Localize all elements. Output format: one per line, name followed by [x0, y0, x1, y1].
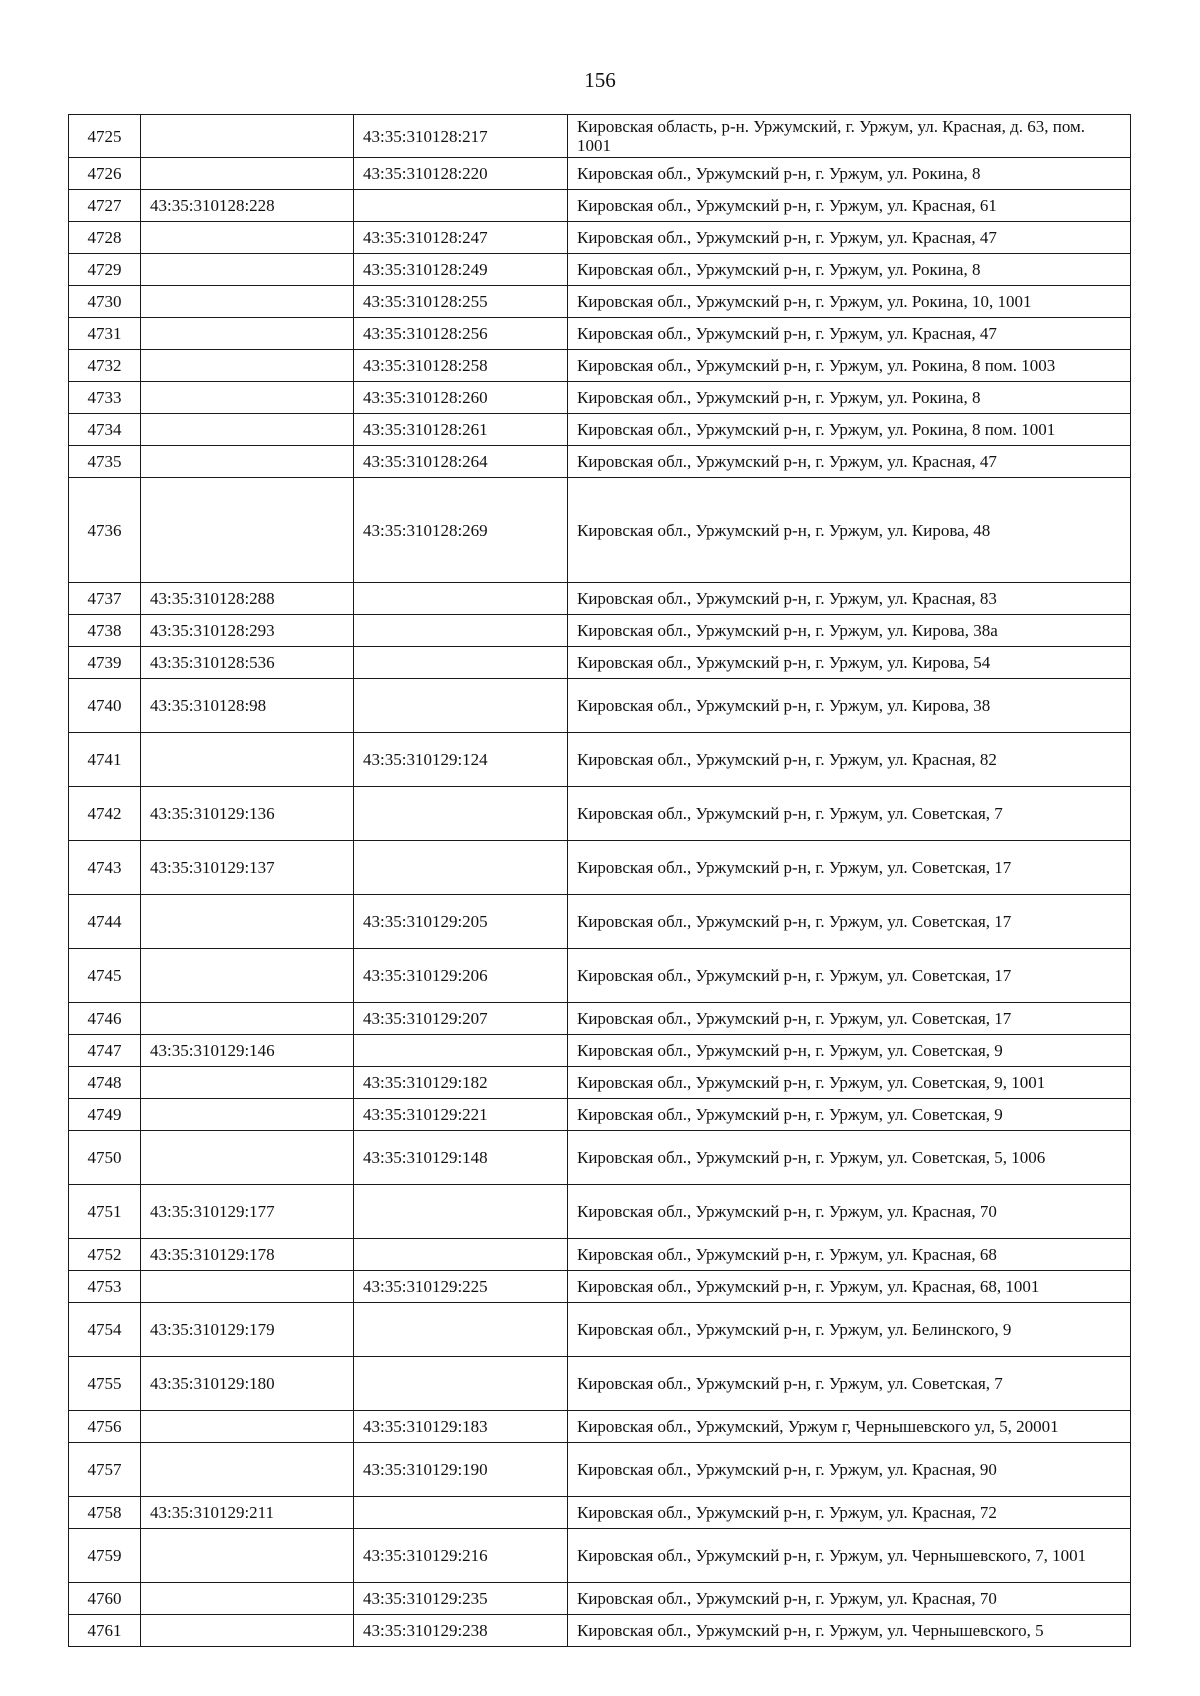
address-cell: Кировская обл., Уржумский р-н, г. Уржум, ул. Красная, 83: [568, 583, 1131, 615]
cadastral-number-alt-cell: [354, 190, 568, 222]
cadastral-number-alt-cell: [354, 679, 568, 733]
row-number-cell: 4761: [69, 1615, 141, 1647]
cadastral-number-alt-cell: [354, 615, 568, 647]
row-number-cell: 4755: [69, 1357, 141, 1411]
cadastral-number-alt-cell: 43:35:310129:216: [354, 1529, 568, 1583]
table-row: [69, 1529, 1131, 1583]
table-row: [69, 446, 1131, 478]
cadastral-number-alt-cell: 43:35:310128:217: [354, 115, 568, 158]
address-cell: Кировская обл., Уржумский р-н, г. Уржум, ул. Советская, 9: [568, 1035, 1131, 1067]
cadastral-number-alt-cell: 43:35:310129:205: [354, 895, 568, 949]
address-cell: Кировская обл., Уржумский р-н, г. Уржум, ул. Красная, 70: [568, 1583, 1131, 1615]
cadastral-number-alt-cell: [354, 1497, 568, 1529]
cadastral-number-cell: [141, 115, 354, 158]
address-cell: Кировская обл., Уржумский р-н, г. Уржум, ул. Советская, 9: [568, 1099, 1131, 1131]
row-number-cell: 4760: [69, 1583, 141, 1615]
cadastral-number-cell: 43:35:310129:178: [141, 1239, 354, 1271]
cadastral-number-cell: [141, 949, 354, 1003]
table-row: [69, 647, 1131, 679]
cadastral-number-cell: [141, 1615, 354, 1647]
row-number-cell: 4733: [69, 382, 141, 414]
address-cell: Кировская обл., Уржумский р-н, г. Уржум, ул. Красная, 68: [568, 1239, 1131, 1271]
table-row: [69, 895, 1131, 949]
address-cell: Кировская обл., Уржумский р-н, г. Уржум, ул. Рокина, 8: [568, 254, 1131, 286]
cadastral-number-cell: [141, 1131, 354, 1185]
row-number-cell: 4751: [69, 1185, 141, 1239]
row-number-cell: 4742: [69, 787, 141, 841]
table-body: [69, 115, 1131, 1647]
cadastral-number-alt-cell: 43:35:310129:148: [354, 1131, 568, 1185]
cadastral-number-alt-cell: 43:35:310128:247: [354, 222, 568, 254]
table-row: [69, 1003, 1131, 1035]
cadastral-number-alt-cell: [354, 647, 568, 679]
cadastral-number-alt-cell: 43:35:310129:207: [354, 1003, 568, 1035]
cadastral-number-cell: [141, 158, 354, 190]
cadastral-number-alt-cell: 43:35:310128:255: [354, 286, 568, 318]
cadastral-number-cell: 43:35:310129:136: [141, 787, 354, 841]
table-row: [69, 1615, 1131, 1647]
cadastral-number-cell: 43:35:310128:536: [141, 647, 354, 679]
cadastral-number-alt-cell: 43:35:310129:124: [354, 733, 568, 787]
address-cell: Кировская обл., Уржумский р-н, г. Уржум, ул. Кирова, 48: [568, 478, 1131, 583]
cadastral-number-cell: [141, 222, 354, 254]
cadastral-number-alt-cell: 43:35:310129:235: [354, 1583, 568, 1615]
table-row: [69, 1497, 1131, 1529]
cadastral-number-alt-cell: 43:35:310128:258: [354, 350, 568, 382]
row-number-cell: 4729: [69, 254, 141, 286]
table-row: [69, 679, 1131, 733]
row-number-cell: 4738: [69, 615, 141, 647]
cadastral-number-alt-cell: 43:35:310129:206: [354, 949, 568, 1003]
cadastral-number-cell: [141, 350, 354, 382]
cadastral-number-alt-cell: 43:35:310128:249: [354, 254, 568, 286]
table-row: [69, 158, 1131, 190]
table-row: [69, 350, 1131, 382]
cadastral-number-alt-cell: 43:35:310128:261: [354, 414, 568, 446]
row-number-cell: 4741: [69, 733, 141, 787]
cadastral-number-cell: [141, 254, 354, 286]
address-cell: Кировская обл., Уржумский р-н, г. Уржум, ул. Советская, 5, 1006: [568, 1131, 1131, 1185]
cadastral-number-cell: [141, 1411, 354, 1443]
table-row: [69, 414, 1131, 446]
table-row: [69, 787, 1131, 841]
address-cell: Кировская обл., Уржумский р-н, г. Уржум, ул. Красная, 47: [568, 318, 1131, 350]
row-number-cell: 4744: [69, 895, 141, 949]
table-row: [69, 1131, 1131, 1185]
row-number-cell: 4748: [69, 1067, 141, 1099]
cadastral-number-cell: 43:35:310129:146: [141, 1035, 354, 1067]
table-row: [69, 615, 1131, 647]
row-number-cell: 4725: [69, 115, 141, 158]
cadastral-number-cell: 43:35:310129:177: [141, 1185, 354, 1239]
table-row: [69, 1303, 1131, 1357]
table-row: [69, 733, 1131, 787]
row-number-cell: 4756: [69, 1411, 141, 1443]
row-number-cell: 4745: [69, 949, 141, 1003]
table-row: [69, 254, 1131, 286]
table-row: [69, 1239, 1131, 1271]
cadastral-number-cell: [141, 414, 354, 446]
cadastral-number-alt-cell: [354, 841, 568, 895]
cadastral-number-cell: [141, 382, 354, 414]
table-row: [69, 1357, 1131, 1411]
address-cell: Кировская обл., Уржумский р-н, г. Уржум, ул. Красная, 70: [568, 1185, 1131, 1239]
address-cell: Кировская обл., Уржумский р-н, г. Уржум, ул. Советская, 17: [568, 841, 1131, 895]
address-cell: Кировская обл., Уржумский р-н, г. Уржум, ул. Кирова, 38: [568, 679, 1131, 733]
cadastral-number-alt-cell: 43:35:310128:256: [354, 318, 568, 350]
cadastral-number-alt-cell: 43:35:310128:260: [354, 382, 568, 414]
cadastral-number-cell: 43:35:310129:180: [141, 1357, 354, 1411]
address-cell: Кировская обл., Уржумский р-н, г. Уржум, ул. Красная, 82: [568, 733, 1131, 787]
cadastral-number-alt-cell: 43:35:310128:220: [354, 158, 568, 190]
cadastral-number-cell: 43:35:310129:179: [141, 1303, 354, 1357]
address-cell: Кировская обл., Уржумский р-н, г. Уржум, ул. Белинского, 9: [568, 1303, 1131, 1357]
cadastral-number-cell: 43:35:310129:211: [141, 1497, 354, 1529]
table-row: [69, 190, 1131, 222]
cadastral-number-cell: [141, 446, 354, 478]
address-cell: Кировская обл., Уржумский р-н, г. Уржум, ул. Советская, 7: [568, 787, 1131, 841]
row-number-cell: 4731: [69, 318, 141, 350]
cadastral-number-alt-cell: [354, 583, 568, 615]
row-number-cell: 4736: [69, 478, 141, 583]
cadastral-number-alt-cell: [354, 1185, 568, 1239]
cadastral-number-alt-cell: [354, 1357, 568, 1411]
row-number-cell: 4759: [69, 1529, 141, 1583]
table-row: [69, 583, 1131, 615]
row-number-cell: 4740: [69, 679, 141, 733]
cadastral-number-alt-cell: 43:35:310129:182: [354, 1067, 568, 1099]
table-row: [69, 1583, 1131, 1615]
address-cell: Кировская обл., Уржумский р-н, г. Уржум, ул. Красная, 47: [568, 446, 1131, 478]
cadastral-number-alt-cell: [354, 787, 568, 841]
table-row: [69, 222, 1131, 254]
row-number-cell: 4735: [69, 446, 141, 478]
cadastral-number-alt-cell: [354, 1239, 568, 1271]
cadastral-number-cell: [141, 286, 354, 318]
address-cell: Кировская обл., Уржумский р-н, г. Уржум, ул. Советская, 17: [568, 1003, 1131, 1035]
address-cell: Кировская обл., Уржумский р-н, г. Уржум, ул. Рокина, 8 пом. 1001: [568, 414, 1131, 446]
table-row: [69, 478, 1131, 583]
row-number-cell: 4757: [69, 1443, 141, 1497]
cadastral-number-cell: [141, 1271, 354, 1303]
cadastral-number-alt-cell: 43:35:310129:183: [354, 1411, 568, 1443]
row-number-cell: 4739: [69, 647, 141, 679]
cadastral-number-cell: [141, 1099, 354, 1131]
address-cell: Кировская обл., Уржумский р-н, г. Уржум, ул. Красная, 61: [568, 190, 1131, 222]
cadastral-number-alt-cell: [354, 1303, 568, 1357]
address-cell: Кировская обл., Уржумский р-н, г. Уржум, ул. Красная, 68, 1001: [568, 1271, 1131, 1303]
cadastral-number-alt-cell: 43:35:310129:190: [354, 1443, 568, 1497]
address-cell: Кировская обл., Уржумский р-н, г. Уржум, ул. Рокина, 10, 1001: [568, 286, 1131, 318]
row-number-cell: 4743: [69, 841, 141, 895]
table-row: [69, 318, 1131, 350]
table-row: [69, 1067, 1131, 1099]
address-cell: Кировская обл., Уржумский р-н, г. Уржум, ул. Рокина, 8 пом. 1003: [568, 350, 1131, 382]
table-row: [69, 1271, 1131, 1303]
cadastral-number-cell: [141, 318, 354, 350]
table-row: [69, 1099, 1131, 1131]
address-cell: Кировская обл., Уржумский р-н, г. Уржум, ул. Кирова, 54: [568, 647, 1131, 679]
row-number-cell: 4750: [69, 1131, 141, 1185]
address-cell: Кировская обл., Уржумский р-н, г. Уржум, ул. Чернышевского, 5: [568, 1615, 1131, 1647]
cadastral-number-cell: 43:35:310128:288: [141, 583, 354, 615]
table-row: [69, 949, 1131, 1003]
cadastral-number-cell: [141, 478, 354, 583]
address-cell: Кировская обл., Уржумский р-н, г. Уржум, ул. Чернышевского, 7, 1001: [568, 1529, 1131, 1583]
cadastral-number-cell: [141, 1583, 354, 1615]
row-number-cell: 4754: [69, 1303, 141, 1357]
cadastral-number-cell: [141, 895, 354, 949]
cadastral-number-alt-cell: [354, 1035, 568, 1067]
table-row: [69, 1035, 1131, 1067]
table-row: [69, 1411, 1131, 1443]
row-number-cell: 4737: [69, 583, 141, 615]
row-number-cell: 4753: [69, 1271, 141, 1303]
cadastral-number-cell: [141, 1529, 354, 1583]
address-cell: Кировская обл., Уржумский р-н, г. Уржум, ул. Красная, 47: [568, 222, 1131, 254]
address-cell: Кировская обл., Уржумский р-н, г. Уржум, ул. Рокина, 8: [568, 382, 1131, 414]
table-row: [69, 841, 1131, 895]
row-number-cell: 4752: [69, 1239, 141, 1271]
table-row: [69, 1443, 1131, 1497]
cadastral-number-cell: 43:35:310128:98: [141, 679, 354, 733]
address-cell: Кировская обл., Уржумский р-н, г. Уржум, ул. Советская, 17: [568, 895, 1131, 949]
cadastral-number-alt-cell: 43:35:310129:221: [354, 1099, 568, 1131]
address-cell: Кировская обл., Уржумский р-н, г. Уржум, ул. Советская, 7: [568, 1357, 1131, 1411]
row-number-cell: 4730: [69, 286, 141, 318]
cadastral-number-cell: 43:35:310128:228: [141, 190, 354, 222]
row-number-cell: 4758: [69, 1497, 141, 1529]
property-registry-table: [68, 114, 1131, 1647]
cadastral-number-cell: [141, 1003, 354, 1035]
cadastral-number-alt-cell: 43:35:310128:269: [354, 478, 568, 583]
row-number-cell: 4746: [69, 1003, 141, 1035]
cadastral-number-alt-cell: 43:35:310129:225: [354, 1271, 568, 1303]
row-number-cell: 4726: [69, 158, 141, 190]
row-number-cell: 4727: [69, 190, 141, 222]
cadastral-number-cell: 43:35:310128:293: [141, 615, 354, 647]
address-cell: Кировская обл., Уржумский р-н, г. Уржум, ул. Красная, 90: [568, 1443, 1131, 1497]
table-row: [69, 382, 1131, 414]
row-number-cell: 4747: [69, 1035, 141, 1067]
row-number-cell: 4728: [69, 222, 141, 254]
address-cell: Кировская обл., Уржумский р-н, г. Уржум, ул. Советская, 9, 1001: [568, 1067, 1131, 1099]
address-cell: Кировская обл., Уржумский р-н, г. Уржум, ул. Красная, 72: [568, 1497, 1131, 1529]
page-number: 156: [584, 68, 616, 92]
table-row: [69, 286, 1131, 318]
address-cell: Кировская обл., Уржумский р-н, г. Уржум, ул. Советская, 17: [568, 949, 1131, 1003]
address-cell: Кировская обл., Уржумский, Уржум г, Чернышевского ул, 5, 20001: [568, 1411, 1131, 1443]
address-cell: Кировская обл., Уржумский р-н, г. Уржум, ул. Рокина, 8: [568, 158, 1131, 190]
address-cell: Кировская область, р-н. Уржумский, г. Уржум, ул. Красная, д. 63, пом. 1001: [568, 115, 1131, 158]
cadastral-number-cell: 43:35:310129:137: [141, 841, 354, 895]
cadastral-number-alt-cell: 43:35:310129:238: [354, 1615, 568, 1647]
cadastral-number-cell: [141, 1443, 354, 1497]
table-row: [69, 115, 1131, 158]
row-number-cell: 4732: [69, 350, 141, 382]
cadastral-number-cell: [141, 1067, 354, 1099]
cadastral-number-cell: [141, 733, 354, 787]
address-cell: Кировская обл., Уржумский р-н, г. Уржум, ул. Кирова, 38а: [568, 615, 1131, 647]
row-number-cell: 4734: [69, 414, 141, 446]
table-row: [69, 1185, 1131, 1239]
row-number-cell: 4749: [69, 1099, 141, 1131]
cadastral-number-alt-cell: 43:35:310128:264: [354, 446, 568, 478]
